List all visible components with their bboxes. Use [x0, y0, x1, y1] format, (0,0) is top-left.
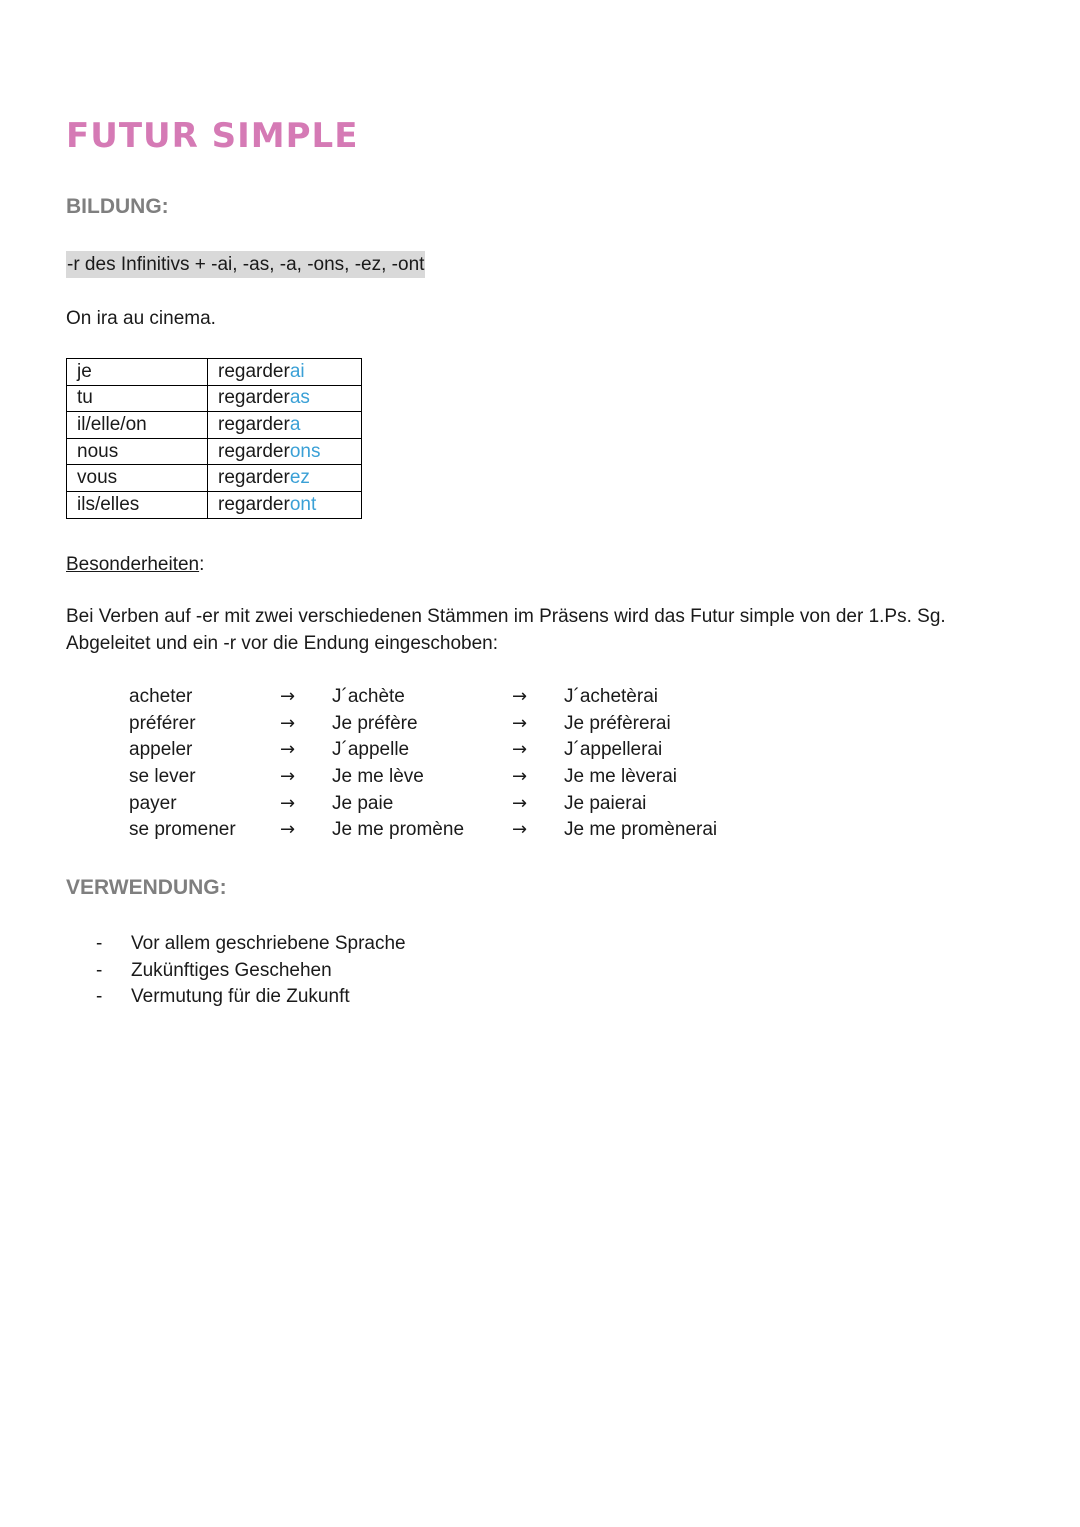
verb-future: J´achetèrai	[564, 686, 658, 707]
arrow-right-icon: →	[512, 819, 528, 840]
verb-form-cell	[208, 359, 362, 386]
verb-stem: regarder	[218, 360, 290, 382]
arrow-right-icon: →	[280, 686, 296, 707]
table-row	[67, 438, 362, 465]
table-row	[67, 359, 362, 386]
verb-present: Je paie	[332, 793, 394, 814]
verb-ending: ont	[289, 493, 317, 515]
verb-form-cell	[208, 438, 362, 465]
verb-future: Je me lèverai	[564, 766, 677, 787]
table-row	[67, 412, 362, 439]
rule-line: Abgeleitet und ein -r vor die Endung eingeschoben:	[66, 633, 499, 654]
verb-ending: as	[289, 387, 310, 409]
rule-line: Bei Verben auf -er mit zwei verschiedenen Stämmen im Präsens wird das Futur simple von der 1.Ps. Sg.	[66, 606, 946, 627]
verb-present: J´achète	[332, 686, 405, 707]
verb-ending: ez	[289, 467, 310, 489]
verb-infinitive: acheter	[129, 686, 193, 707]
verb-present: Je préfère	[332, 713, 418, 734]
verb-future: Je préfèrerai	[564, 713, 671, 734]
verb-present: J´appelle	[332, 739, 410, 760]
rule-paragraph	[66, 603, 1026, 657]
conjugation-table	[66, 358, 362, 519]
verb-ending: ai	[289, 360, 305, 382]
table-row	[67, 491, 362, 518]
verb-present: Je me lève	[332, 766, 424, 787]
usage-text: Vor allem geschriebene Sprache	[131, 933, 406, 954]
arrow-right-icon: →	[512, 686, 528, 707]
pronoun-cell: tu	[67, 385, 208, 412]
arrow-right-icon: →	[512, 713, 528, 734]
formula-highlight: -r des Infinitivs + -ai, -as, -a, -ons, -ez, -ont	[66, 251, 425, 278]
table-row	[67, 385, 362, 412]
pronoun-cell: nous	[67, 438, 208, 465]
verb-future: Je paierai	[564, 793, 647, 814]
verb-future: Je me promènerai	[564, 819, 718, 840]
arrow-right-icon: →	[280, 739, 296, 760]
pronoun-cell: vous	[67, 465, 208, 492]
besonderheiten-colon: :	[199, 554, 205, 575]
verb-stem: regarder	[218, 413, 290, 435]
arrow-right-icon: →	[280, 713, 296, 734]
pronoun-cell: je	[67, 359, 208, 386]
usage-text: Vermutung für die Zukunft	[131, 986, 350, 1007]
bullet-dash: -	[96, 960, 103, 981]
verb-stem: regarder	[218, 387, 290, 409]
bullet-dash: -	[96, 986, 103, 1007]
bullet-dash: -	[96, 933, 103, 954]
pronoun-cell: il/elle/on	[67, 412, 208, 439]
besonderheiten-heading	[66, 551, 204, 578]
verb-ending: ons	[289, 440, 321, 462]
verb-present: Je me promène	[332, 819, 465, 840]
example-sentence: On ira au cinema.	[66, 308, 216, 329]
verb-stem: regarder	[218, 467, 290, 489]
arrow-right-icon: →	[512, 793, 528, 814]
verb-infinitive: payer	[129, 793, 177, 814]
verb-infinitive: préférer	[129, 713, 196, 734]
verb-stem: regarder	[218, 493, 290, 515]
verb-ending: a	[289, 413, 301, 435]
arrow-right-icon: →	[280, 793, 296, 814]
page-title: FUTUR SIMPLE	[66, 116, 359, 156]
arrow-right-icon: →	[280, 766, 296, 787]
bildung-heading: BILDUNG:	[66, 195, 169, 218]
besonderheiten-label: Besonderheiten	[66, 554, 200, 575]
verb-stem: regarder	[218, 440, 290, 462]
verb-future: J´appellerai	[564, 739, 663, 760]
table-row	[67, 465, 362, 492]
arrow-right-icon: →	[512, 766, 528, 787]
verb-form-cell	[208, 412, 362, 439]
arrow-right-icon: →	[280, 819, 296, 840]
verb-form-cell	[208, 465, 362, 492]
verb-infinitive: se promener	[129, 819, 236, 840]
verb-form-cell	[208, 385, 362, 412]
verb-infinitive: appeler	[129, 739, 193, 760]
verb-infinitive: se lever	[129, 766, 196, 787]
verwendung-heading: VERWENDUNG:	[66, 876, 227, 899]
pronoun-cell: ils/elles	[67, 491, 208, 518]
verb-form-cell	[208, 491, 362, 518]
usage-text: Zukünftiges Geschehen	[131, 960, 332, 981]
arrow-right-icon: →	[512, 739, 528, 760]
